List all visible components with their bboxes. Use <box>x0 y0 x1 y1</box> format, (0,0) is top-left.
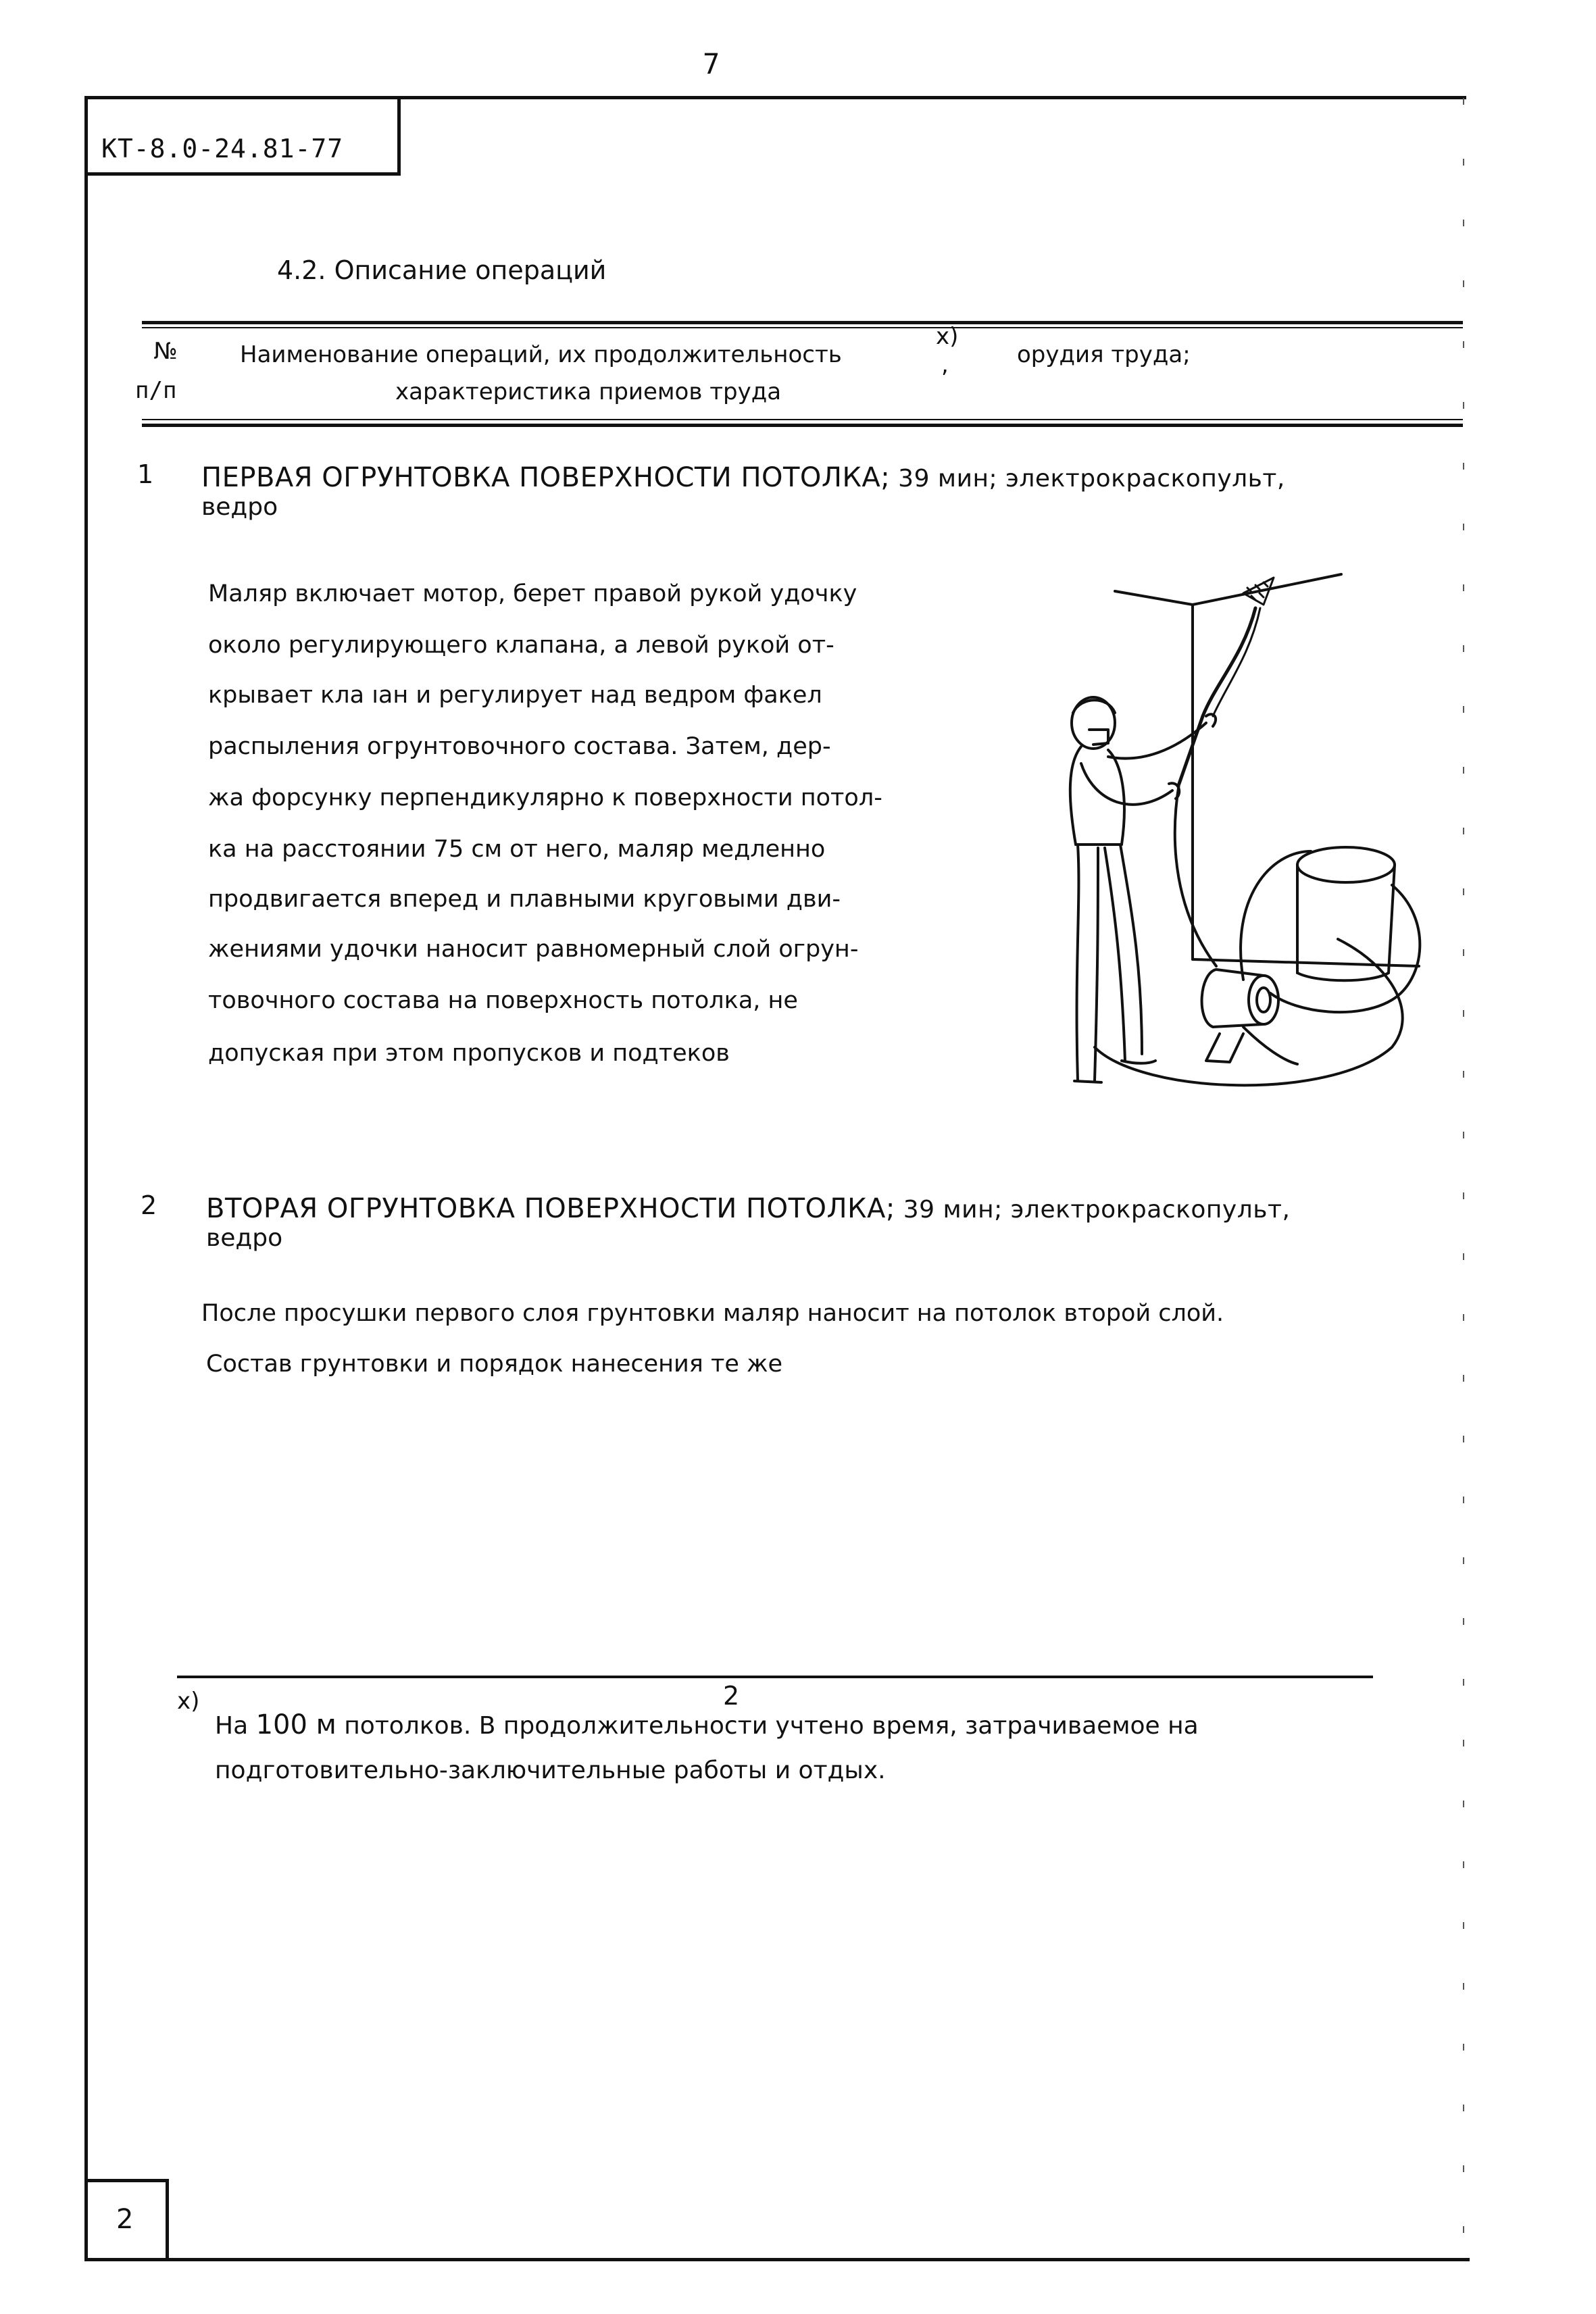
description-line: товочного состава на поверхность потолка, не <box>208 987 798 1014</box>
footnote-lead: На <box>215 1712 256 1740</box>
header-number-sub: п/п <box>135 377 177 404</box>
description-line: допуская при этом пропусков и подтеков <box>208 1040 730 1067</box>
frame-left-border <box>84 96 88 2261</box>
frame-right-border <box>1463 98 1464 2260</box>
sheet-number: 2 <box>116 2204 134 2235</box>
operation-2-title <box>206 1193 1290 1224</box>
description-line: распыления огрунтовочного состава. Затем, дер- <box>208 733 831 760</box>
operation-1-title-continuation: ведро <box>201 493 278 521</box>
footnote-rule <box>177 1676 1373 1678</box>
operation-2-title-caps: ВТОРАЯ ОГРУНТОВКА ПОВЕРХНОСТИ ПОТОЛКА; <box>206 1193 895 1224</box>
frame-bottom-border <box>84 2258 1470 2261</box>
operation-1-number: 1 <box>137 459 154 489</box>
header-characteristics: характеристика приемов труда <box>395 378 782 405</box>
header-operation-name: Наименование операций, их продолжительность <box>240 341 842 368</box>
header-number-symbol: № <box>153 338 178 365</box>
operation-1-title-rest: 39 мин; электрокраскопульт, <box>890 465 1285 493</box>
footnote-amount: 100 м <box>255 1709 336 1740</box>
document-code: КТ-8.0-24.81-77 <box>101 134 344 164</box>
operation-2-description-line: Состав грунтовки и порядок нанесения те же <box>206 1351 783 1378</box>
operation-2-description-line: После просушки первого слоя грунтовки маляр наносит на потолок второй слой. <box>201 1300 1224 1327</box>
header-footnote-mark: x) <box>936 323 959 350</box>
header-rule-bottom <box>142 424 1463 427</box>
footnote-line-1-rest: потолков. В продолжительности учтено время, затрачиваемое на <box>336 1712 1199 1740</box>
page-number: 7 <box>703 47 720 80</box>
header-rule-top <box>142 321 1463 324</box>
description-line: жениями удочки наносит равномерный слой огрун- <box>208 936 859 963</box>
description-line: крывает кла ıан и регулирует над ведром факел <box>208 682 822 709</box>
operation-2-number: 2 <box>141 1190 157 1220</box>
footnote-exponent: 2 <box>723 1681 740 1711</box>
painter-spraying-ceiling-illustration <box>1041 561 1432 1101</box>
section-title: 4.2. Описание операций <box>277 255 607 285</box>
description-line: жа форсунку перпендикулярно к поверхности потол- <box>208 784 882 811</box>
description-line: ка на расстоянии 75 см от него, маляр медленно <box>208 836 826 863</box>
header-rule-bottom-inner <box>142 419 1463 420</box>
description-line: Маляр включает мотор, берет правой рукой удочку <box>208 580 857 607</box>
operation-1-title-caps: ПЕРВАЯ ОГРУНТОВКА ПОВЕРХНОСТИ ПОТОЛКА; <box>201 462 891 493</box>
header-tools: орудия труда; <box>1017 341 1191 368</box>
description-line: около регулирующего клапана, а левой рукой от- <box>208 632 834 659</box>
operation-2-title-continuation: ведро <box>206 1224 283 1252</box>
header-rule-top-inner <box>142 327 1463 328</box>
footnote-mark: x) <box>177 1688 200 1715</box>
footnote-line-2: подготовительно-заключительные работы и отдых. <box>215 1757 886 1784</box>
footnote-line-1 <box>215 1709 1199 1740</box>
operation-2-title-rest: 39 мин; электрокраскопульт, <box>895 1196 1291 1224</box>
operation-1-title <box>201 462 1285 493</box>
header-comma: , <box>941 351 949 378</box>
description-line: продвигается вперед и плавными круговыми дви- <box>208 886 841 913</box>
